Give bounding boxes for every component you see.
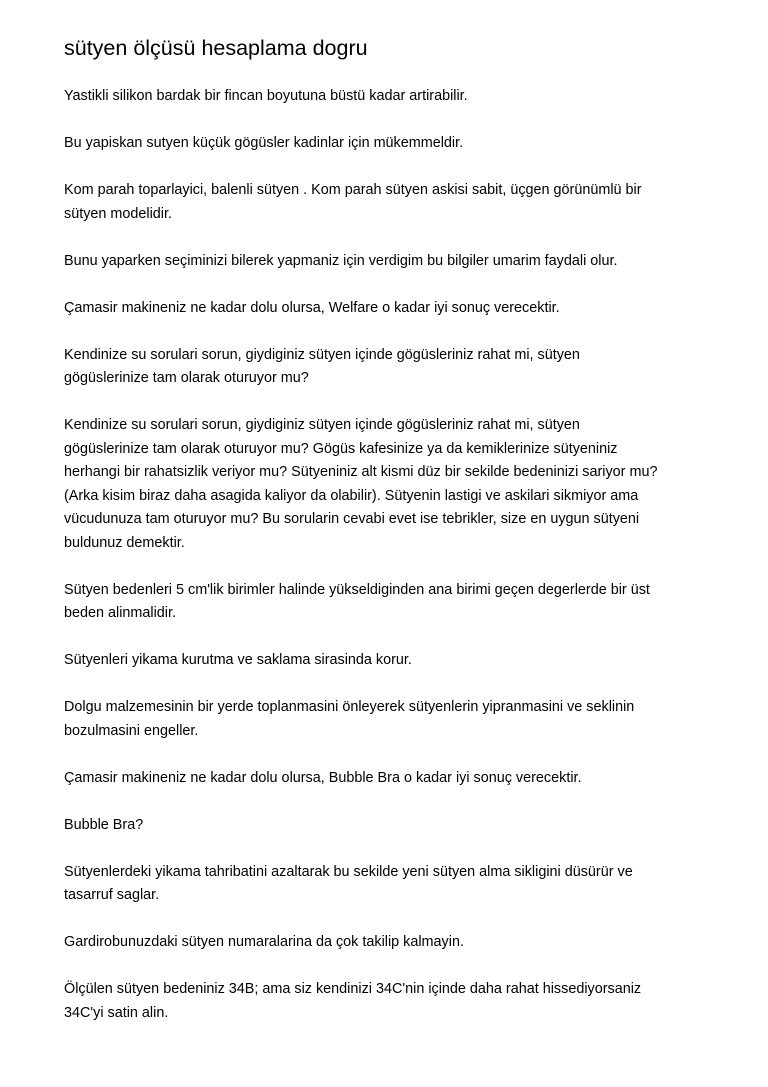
paragraph-line: Gardirobunuzdaki sütyen numaralarina da çok takilip kalmayin. <box>64 934 464 950</box>
paragraph-line: gögüslerinize tam olarak oturuyor mu? Gögüs kafesinize ya da kemiklerinize sütyeniniz <box>64 440 618 457</box>
paragraph-line: 34C'yi satin alin. <box>64 1004 169 1021</box>
paragraph-line: herhangi bir rahatsizlik veriyor mu? Sütyeniniz alt kismi düz bir sekilde bedeninizi sariyor mu? <box>64 464 658 480</box>
paragraph-line: Sütyen bedenleri 5 cm'lik birimler halinde yükseldiginden ana birimi geçen degerlerde bir üst <box>64 581 650 598</box>
paragraph-line: bozulmasini engeller. <box>64 722 199 739</box>
paragraph <box>64 861 706 908</box>
paragraph-line: Bu yapiskan sutyen küçük gögüsler kadinlar için mükemmeldir. <box>64 135 464 151</box>
paragraph-line: Sütyenleri yikama kurutma ve saklama sirasinda korur. <box>64 652 412 668</box>
paragraph-line: Kendinize su sorulari sorun, giydiginiz sütyen içinde gögüsleriniz rahat mi, sütyen <box>64 417 580 433</box>
paragraph-line: Sütyenlerdeki yikama tahribatini azaltarak bu sekilde yeni sütyen alma sikligini düsürür ve <box>64 863 633 880</box>
paragraph-line: Kom parah toparlayici, balenli sütyen . Kom parah sütyen askisi sabit, üçgen görünümlü bir <box>64 182 642 198</box>
paragraph-line: Ölçülen sütyen bedeniniz 34B; ama siz kendinizi 34C'nin içinde daha rahat hissediyorsaniz <box>64 981 642 997</box>
paragraph <box>64 579 706 626</box>
document-body <box>64 85 706 1025</box>
paragraph-line: Dolgu malzemesinin bir yerde toplanmasini önleyerek sütyenlerin yipranmasini ve seklinin <box>64 699 635 715</box>
paragraph-line: Çamasir makineniz ne kadar dolu olursa, Welfare o kadar iyi sonuç verecektir. <box>64 299 560 316</box>
paragraph-line: vücudunuza tam oturuyor mu? Bu sorularin cevabi evet ise tebrikler, size en uygun sütyeni <box>64 511 640 527</box>
paragraph-line: Bubble Bra? <box>64 816 144 833</box>
paragraph-line: sütyen modelidir. <box>64 205 172 222</box>
document-title: sütyen ölçüsü hesaplama dogru <box>64 36 368 60</box>
paragraph <box>64 344 706 391</box>
paragraph <box>64 250 706 274</box>
paragraph <box>64 297 706 321</box>
paragraph-line: tasarruf saglar. <box>64 887 160 903</box>
paragraph-line: gögüslerinize tam olarak oturuyor mu? <box>64 370 309 386</box>
paragraph-line: Bunu yaparken seçiminizi bilerek yapmaniz için verdigim bu bilgiler umarim faydali olur. <box>64 252 618 269</box>
paragraph-line: Çamasir makineniz ne kadar dolu olursa, Bubble Bra o kadar iyi sonuç verecektir. <box>64 769 582 786</box>
paragraph <box>64 814 706 838</box>
paragraph <box>64 649 706 673</box>
paragraph <box>64 978 706 1025</box>
paragraph-line: Yastikli silikon bardak bir fincan boyutuna büstü kadar artirabilir. <box>64 88 468 104</box>
paragraph <box>64 179 706 226</box>
paragraph <box>64 85 706 109</box>
paragraph <box>64 931 706 955</box>
paragraph-line: beden alinmalidir. <box>64 605 176 621</box>
paragraph <box>64 696 706 743</box>
paragraph <box>64 132 706 156</box>
paragraph <box>64 767 706 791</box>
paragraph-line: buldunuz demektir. <box>64 534 185 551</box>
paragraph <box>64 414 706 555</box>
paragraph-line: Kendinize su sorulari sorun, giydiginiz sütyen içinde gögüsleriniz rahat mi, sütyen <box>64 346 580 363</box>
paragraph-line: (Arka kisim biraz daha asagida kaliyor da olabilir). Sütyenin lastigi ve askilari sikmiyor ama <box>64 487 639 504</box>
